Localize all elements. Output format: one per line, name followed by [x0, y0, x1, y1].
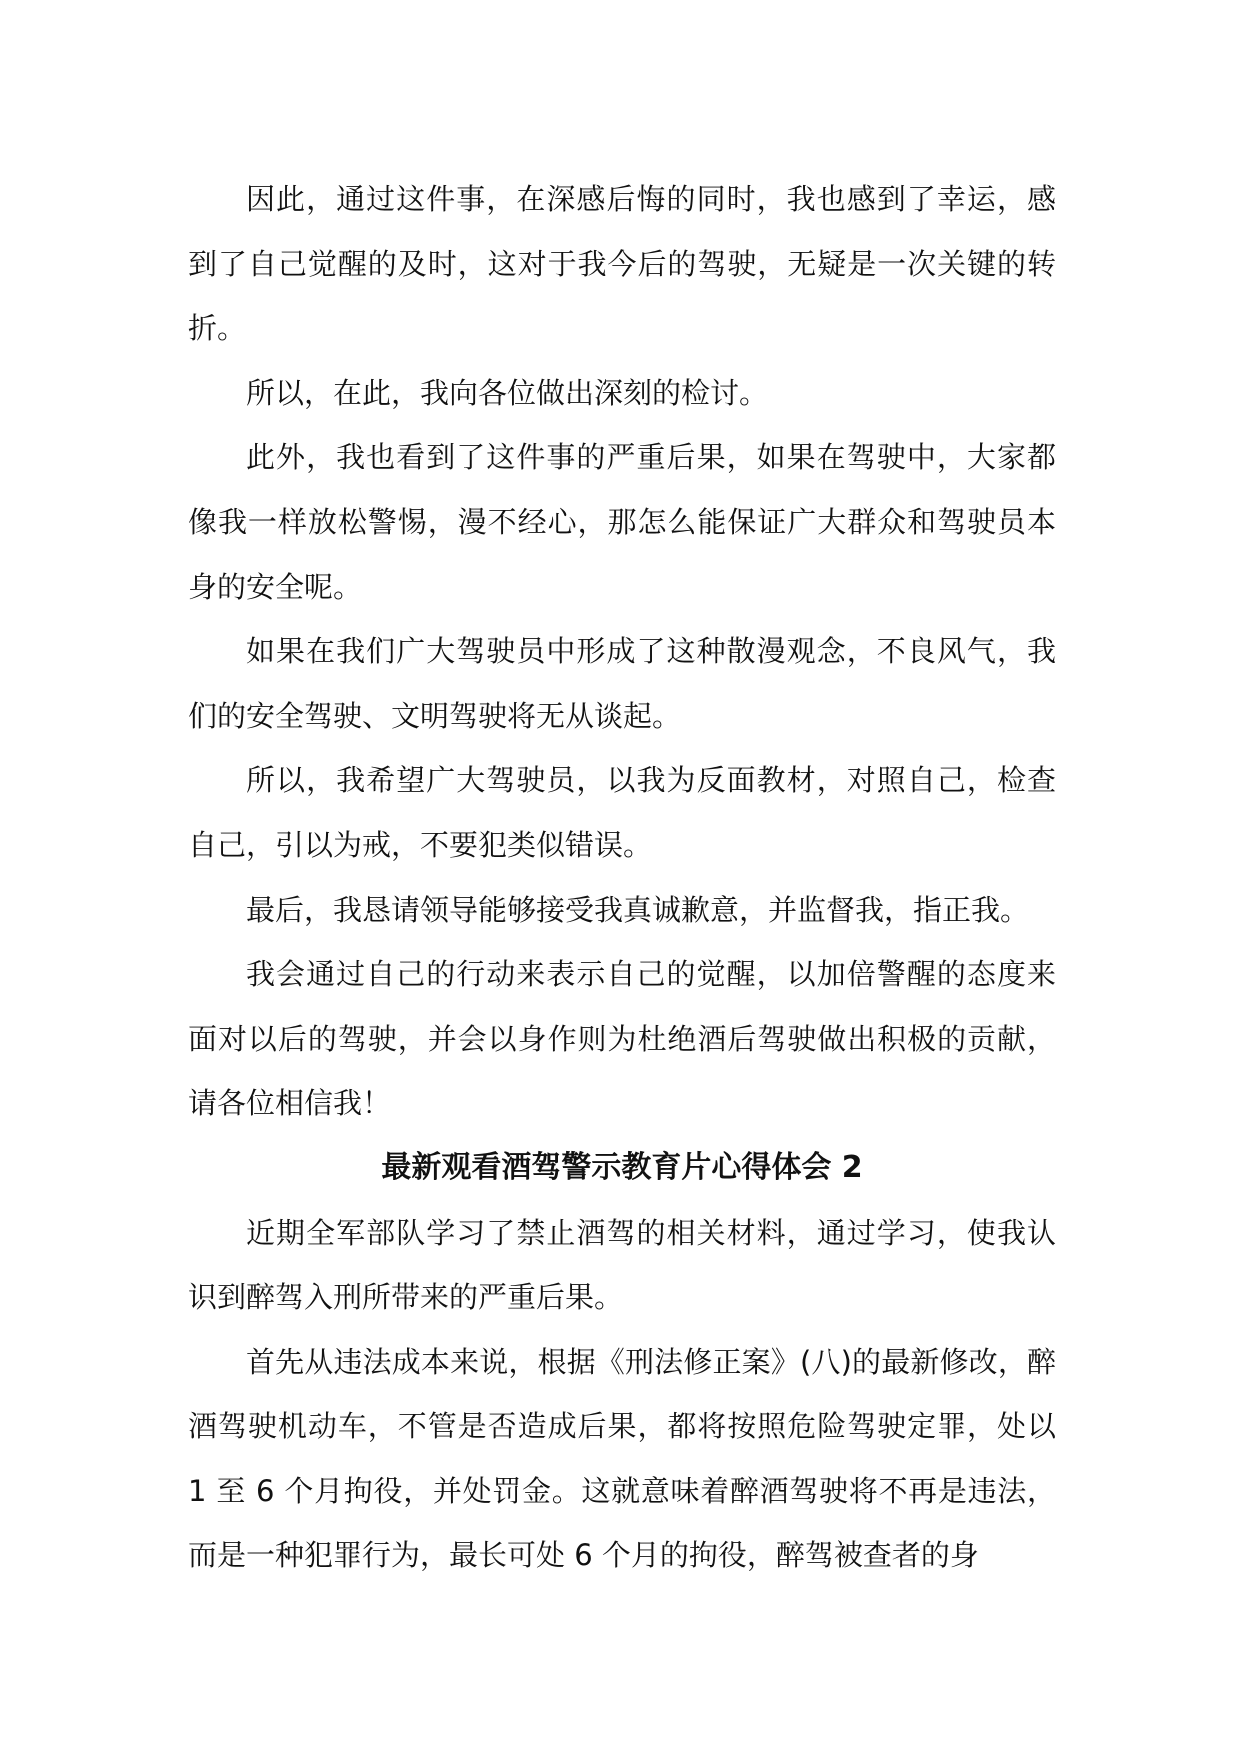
document-body — [188, 167, 1056, 1588]
paragraph: 近期全军部队学习了禁止酒驾的相关材料，通过学习，使我认识到醉驾入刑所带来的严重后果。 — [188, 1215, 1056, 1315]
paragraph: 所以，我希望广大驾驶员，以我为反面教材，对照自己，检查自己，引以为戒，不要犯类似错误。 — [188, 763, 1056, 862]
paragraph: 如果在我们广大驾驶员中形成了这种散漫观念，不良风气，我们的安全驾驶、文明驾驶将无从谈起。 — [188, 634, 1056, 733]
paragraph: 所以，在此，我向各位做出深刻的检讨。 — [246, 375, 769, 410]
paragraph: 最后，我恳请领导能够接受我真诚歉意，并监督我，指正我。 — [246, 892, 1030, 927]
paragraph: 我会通过自己的行动来表示自己的觉醒，以加倍警醒的态度来面对以后的驾驶，并会以身作则为杜绝酒后驾驶做出积极的贡献，请各位相信我！ — [188, 957, 1056, 1121]
section-heading: 最新观看酒驾警示教育片心得体会 2 — [381, 1149, 863, 1185]
paragraph: 首先从违法成本来说，根据《刑法修正案》(八)的最新修改，醉酒驾驶机动车，不管是否造成后果，都将按照危险驾驶定罪，处以 1 至 6 个月拘役，并处罚金。这就意味着醉酒驾驶将不再是违法，而是一种犯罪行为，最长可处 6 个月的拘役，醉驾被查者的身 — [188, 1344, 1056, 1573]
paragraph: 因此，通过这件事，在深感后悔的同时，我也感到了幸运，感到了自己觉醒的及时，这对于我今后的驾驶，无疑是一次关键的转折。 — [188, 182, 1056, 346]
paragraph: 此外，我也看到了这件事的严重后果，如果在驾驶中，大家都像我一样放松警惕，漫不经心，那怎么能保证广大群众和驾驶员本身的安全呢。 — [188, 440, 1056, 604]
